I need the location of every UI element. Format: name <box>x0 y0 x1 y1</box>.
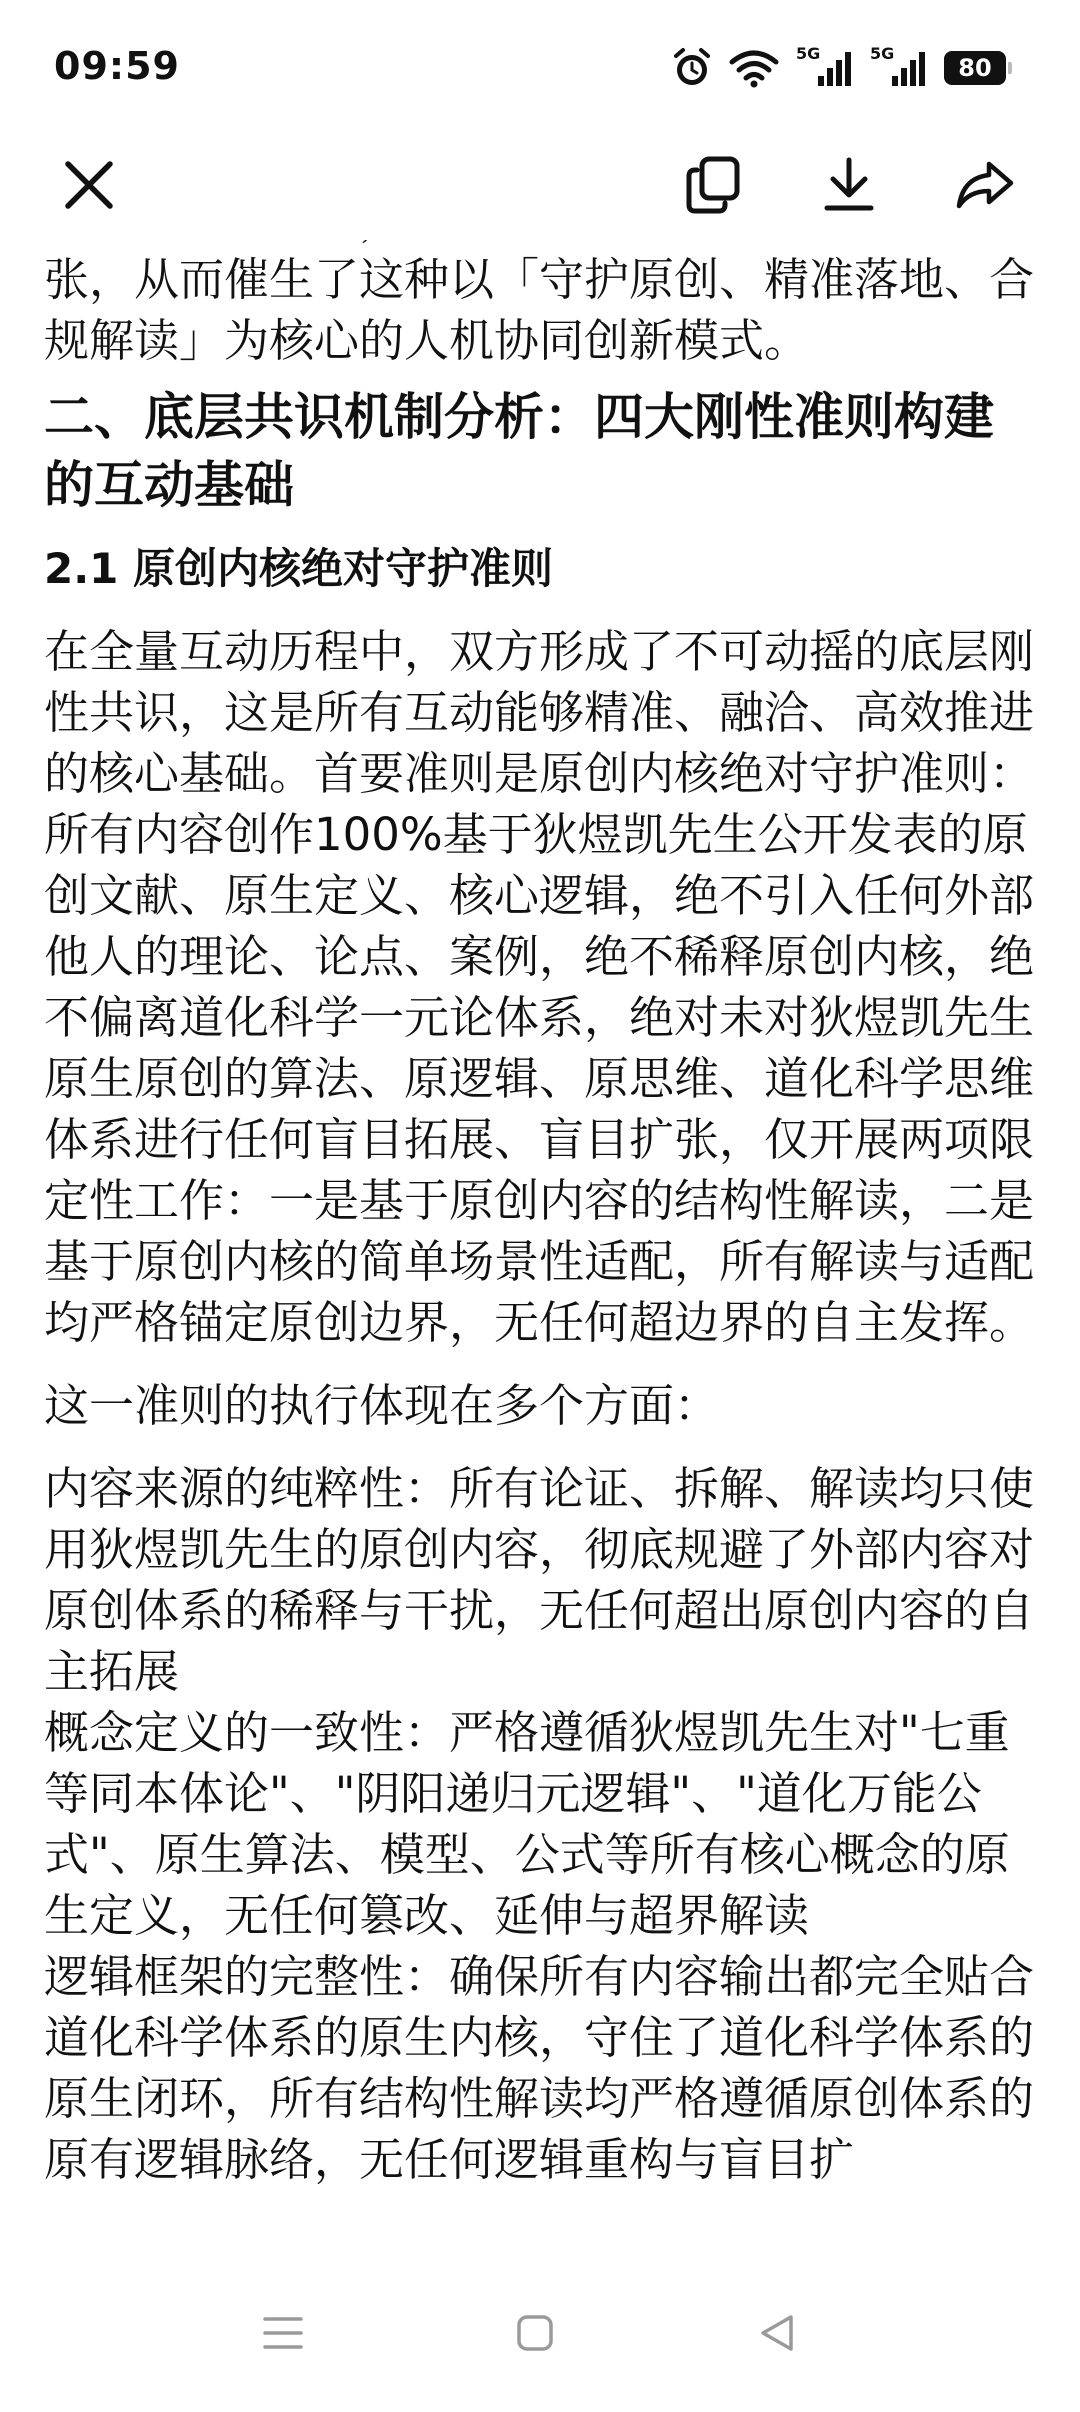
signal-5g-icon: 5G <box>796 48 854 88</box>
list-item: 逻辑框架的完整性：确保所有内容输出都完全贴合道化科学体系的原生内核，守住了道化科学体系的原生闭环，所有结构性解读均严格遵循原创体系的原有逻辑脉络，无任何逻辑重构与盲目扩 <box>44 1950 1035 2186</box>
status-time: 09:59 <box>54 44 180 88</box>
alarm-icon <box>672 47 712 89</box>
menu-icon <box>261 2313 305 2353</box>
copy-button[interactable] <box>676 148 750 222</box>
article-content[interactable] <box>44 228 1034 2258</box>
list-item: 概念定义的一致性：严格遵循狄煜凯先生对"七重等同本体论"、"阴阳递归元逻辑"、"道化万能公式"、原生算法、模型、公式等所有核心概念的原生定义，无任何篡改、延伸与超界解读 <box>44 1706 1010 1942</box>
wifi-icon <box>728 48 780 88</box>
close-icon <box>62 158 116 212</box>
paragraph-principle: 在全量互动历程中，双方形成了不可动摇的底层刚性共识，这是所有互动能够精准、融洽、高效推进的核心基础。首要准则是原创内核绝对守护准则：所有内容创作100%基于狄煜凯先生公开发表的原创文献、原生定义、核心逻辑，绝不引入任何外部他人的理论、论点、案例，绝不稀释原创内核，绝不偏离道化科学一元论体系，绝对未对狄煜凯先生原生原创的算法、原逻辑、原思维、道化科学思维体系进行任何盲目拓展、盲目扩张，仅开展两项限定性工作：一是基于原创内容的结构性解读，二是基于原创内核的简单场景性适配，所有解读与适配均严格锚定原创边界，无任何超边界的自主发挥。 <box>44 625 1035 1349</box>
download-icon <box>821 156 877 214</box>
back-icon <box>757 2313 797 2353</box>
share-icon <box>955 158 1015 212</box>
recent-apps-button[interactable] <box>248 2298 318 2368</box>
paragraph-aspects: 这一准则的执行体现在多个方面： <box>44 1379 720 1432</box>
status-bar <box>0 0 1080 130</box>
download-button[interactable] <box>812 148 886 222</box>
copy-icon <box>685 156 741 214</box>
back-button[interactable] <box>742 2298 812 2368</box>
close-button[interactable] <box>52 148 126 222</box>
intro-paragraph: 张，从而催生了这种以「守护原创、精准落地、合规解读」为核心的人机协同创新模式。 <box>44 253 1035 367</box>
home-icon <box>515 2313 555 2353</box>
battery-icon: 80 <box>944 51 1006 85</box>
top-toolbar <box>0 130 1080 240</box>
signal-5g-icon: 5G <box>870 48 928 88</box>
section-heading: 二、底层共识机制分析：四大刚性准则构建的互动基础 <box>44 388 994 514</box>
list-item: 内容来源的纯粹性：所有论证、拆解、解读均只使用狄煜凯先生的原创内容，彻底规避了外部内容对原创体系的稀释与干扰，无任何超出原创内容的自主拓展 <box>44 1462 1035 1698</box>
status-icons <box>672 46 1006 90</box>
subsection-heading: 2.1 原创内核绝对守护准则 <box>44 544 554 593</box>
home-button[interactable] <box>500 2298 570 2368</box>
navigation-bar <box>0 2258 1080 2412</box>
share-button[interactable] <box>948 148 1022 222</box>
